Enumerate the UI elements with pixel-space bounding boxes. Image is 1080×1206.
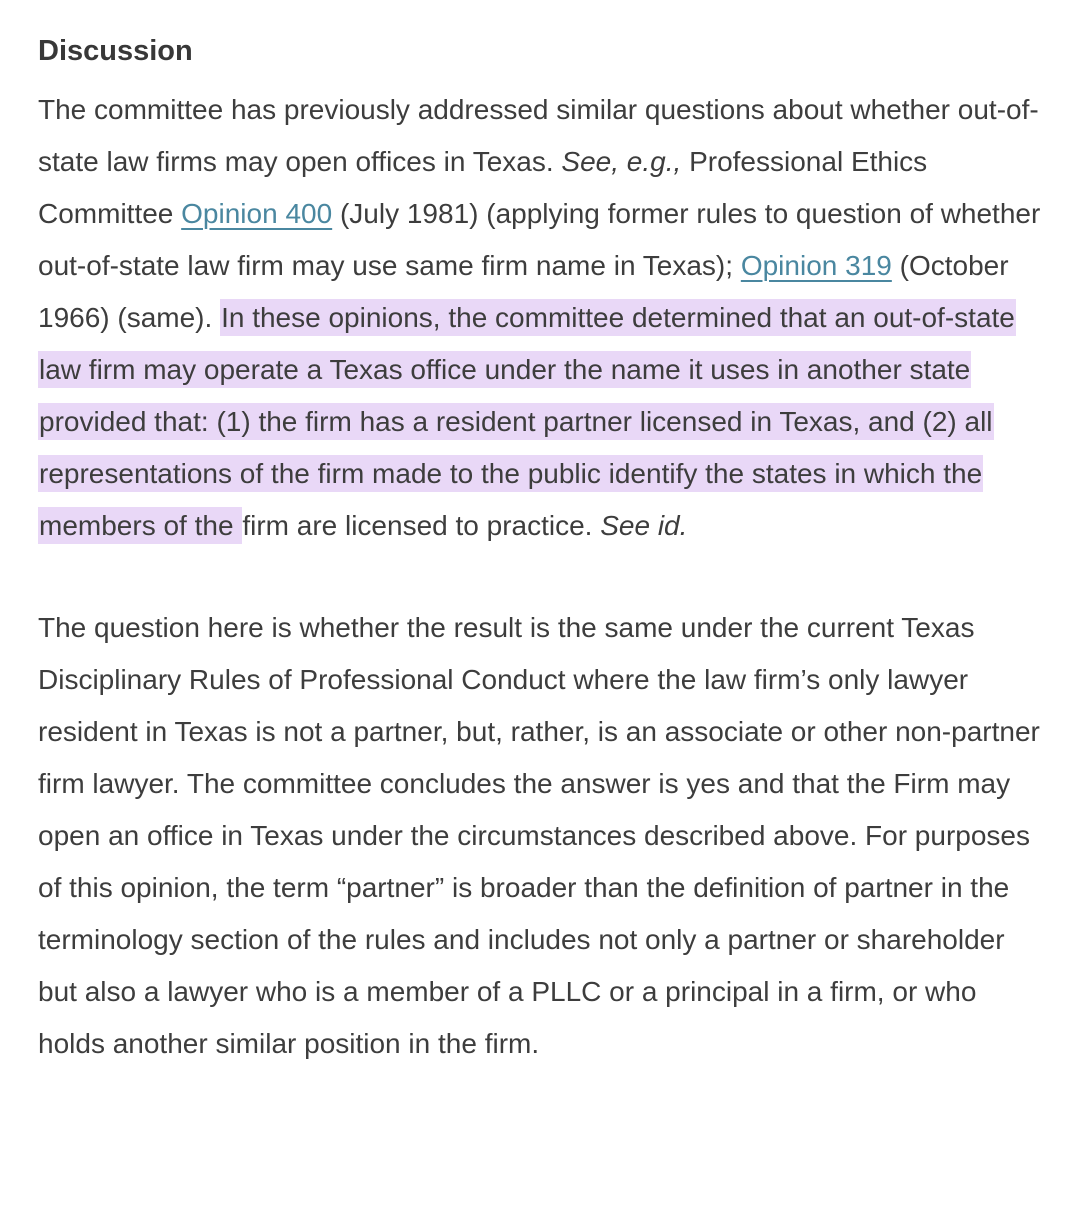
text-run: (July 1981) (applying former rules to question of whether out-of-state law firm may use same firm name in Texas); [38, 198, 1041, 281]
section-heading: Discussion [38, 35, 193, 67]
paragraph [38, 602, 1042, 1070]
text-run: firm are licensed to practice. [242, 510, 601, 541]
text-run: The question here is whether the result is the same under the current Texas Disciplinary Rules of Professional Conduct where the law firm’s only lawyer resident in Texas is not a partner, but, rather, is an associate or other non-partner firm lawyer. The committee concludes the answer is yes and that the Firm may open an office in Texas under the circumstances described above. For purposes of this opinion, the term “partner” is broader than the definition of partner in the terminology section of the rules and includes not only a partner or shareholder but also a lawyer who is a member of a PLLC or a principal in a firm, or who holds another similar position in the firm. [38, 612, 1040, 1059]
text-run: See, e.g., [561, 146, 682, 177]
text-run: (October 1966) (same). [38, 250, 1009, 333]
opinion-400-link[interactable]: Opinion 400 [181, 198, 333, 229]
paragraph [38, 84, 1042, 552]
paragraph-container [38, 84, 1042, 1070]
text-run: Professional Ethics Committee [38, 146, 928, 229]
highlighted-text: In these opinions, the committee determined that an out-of-state law firm may operate a Texas office under the name it uses in another state provided that: (1) the firm has a resident partner licensed in Texas, and (2) all representations of the firm made to the public identify the states in which the members of the [38, 299, 1016, 544]
text-run: See id. [600, 510, 688, 541]
opinion-319-link[interactable]: Opinion 319 [740, 250, 892, 281]
text-run: The committee has previously addressed similar questions about whether out-of-state law firms may open offices in Texas. [38, 94, 1039, 177]
